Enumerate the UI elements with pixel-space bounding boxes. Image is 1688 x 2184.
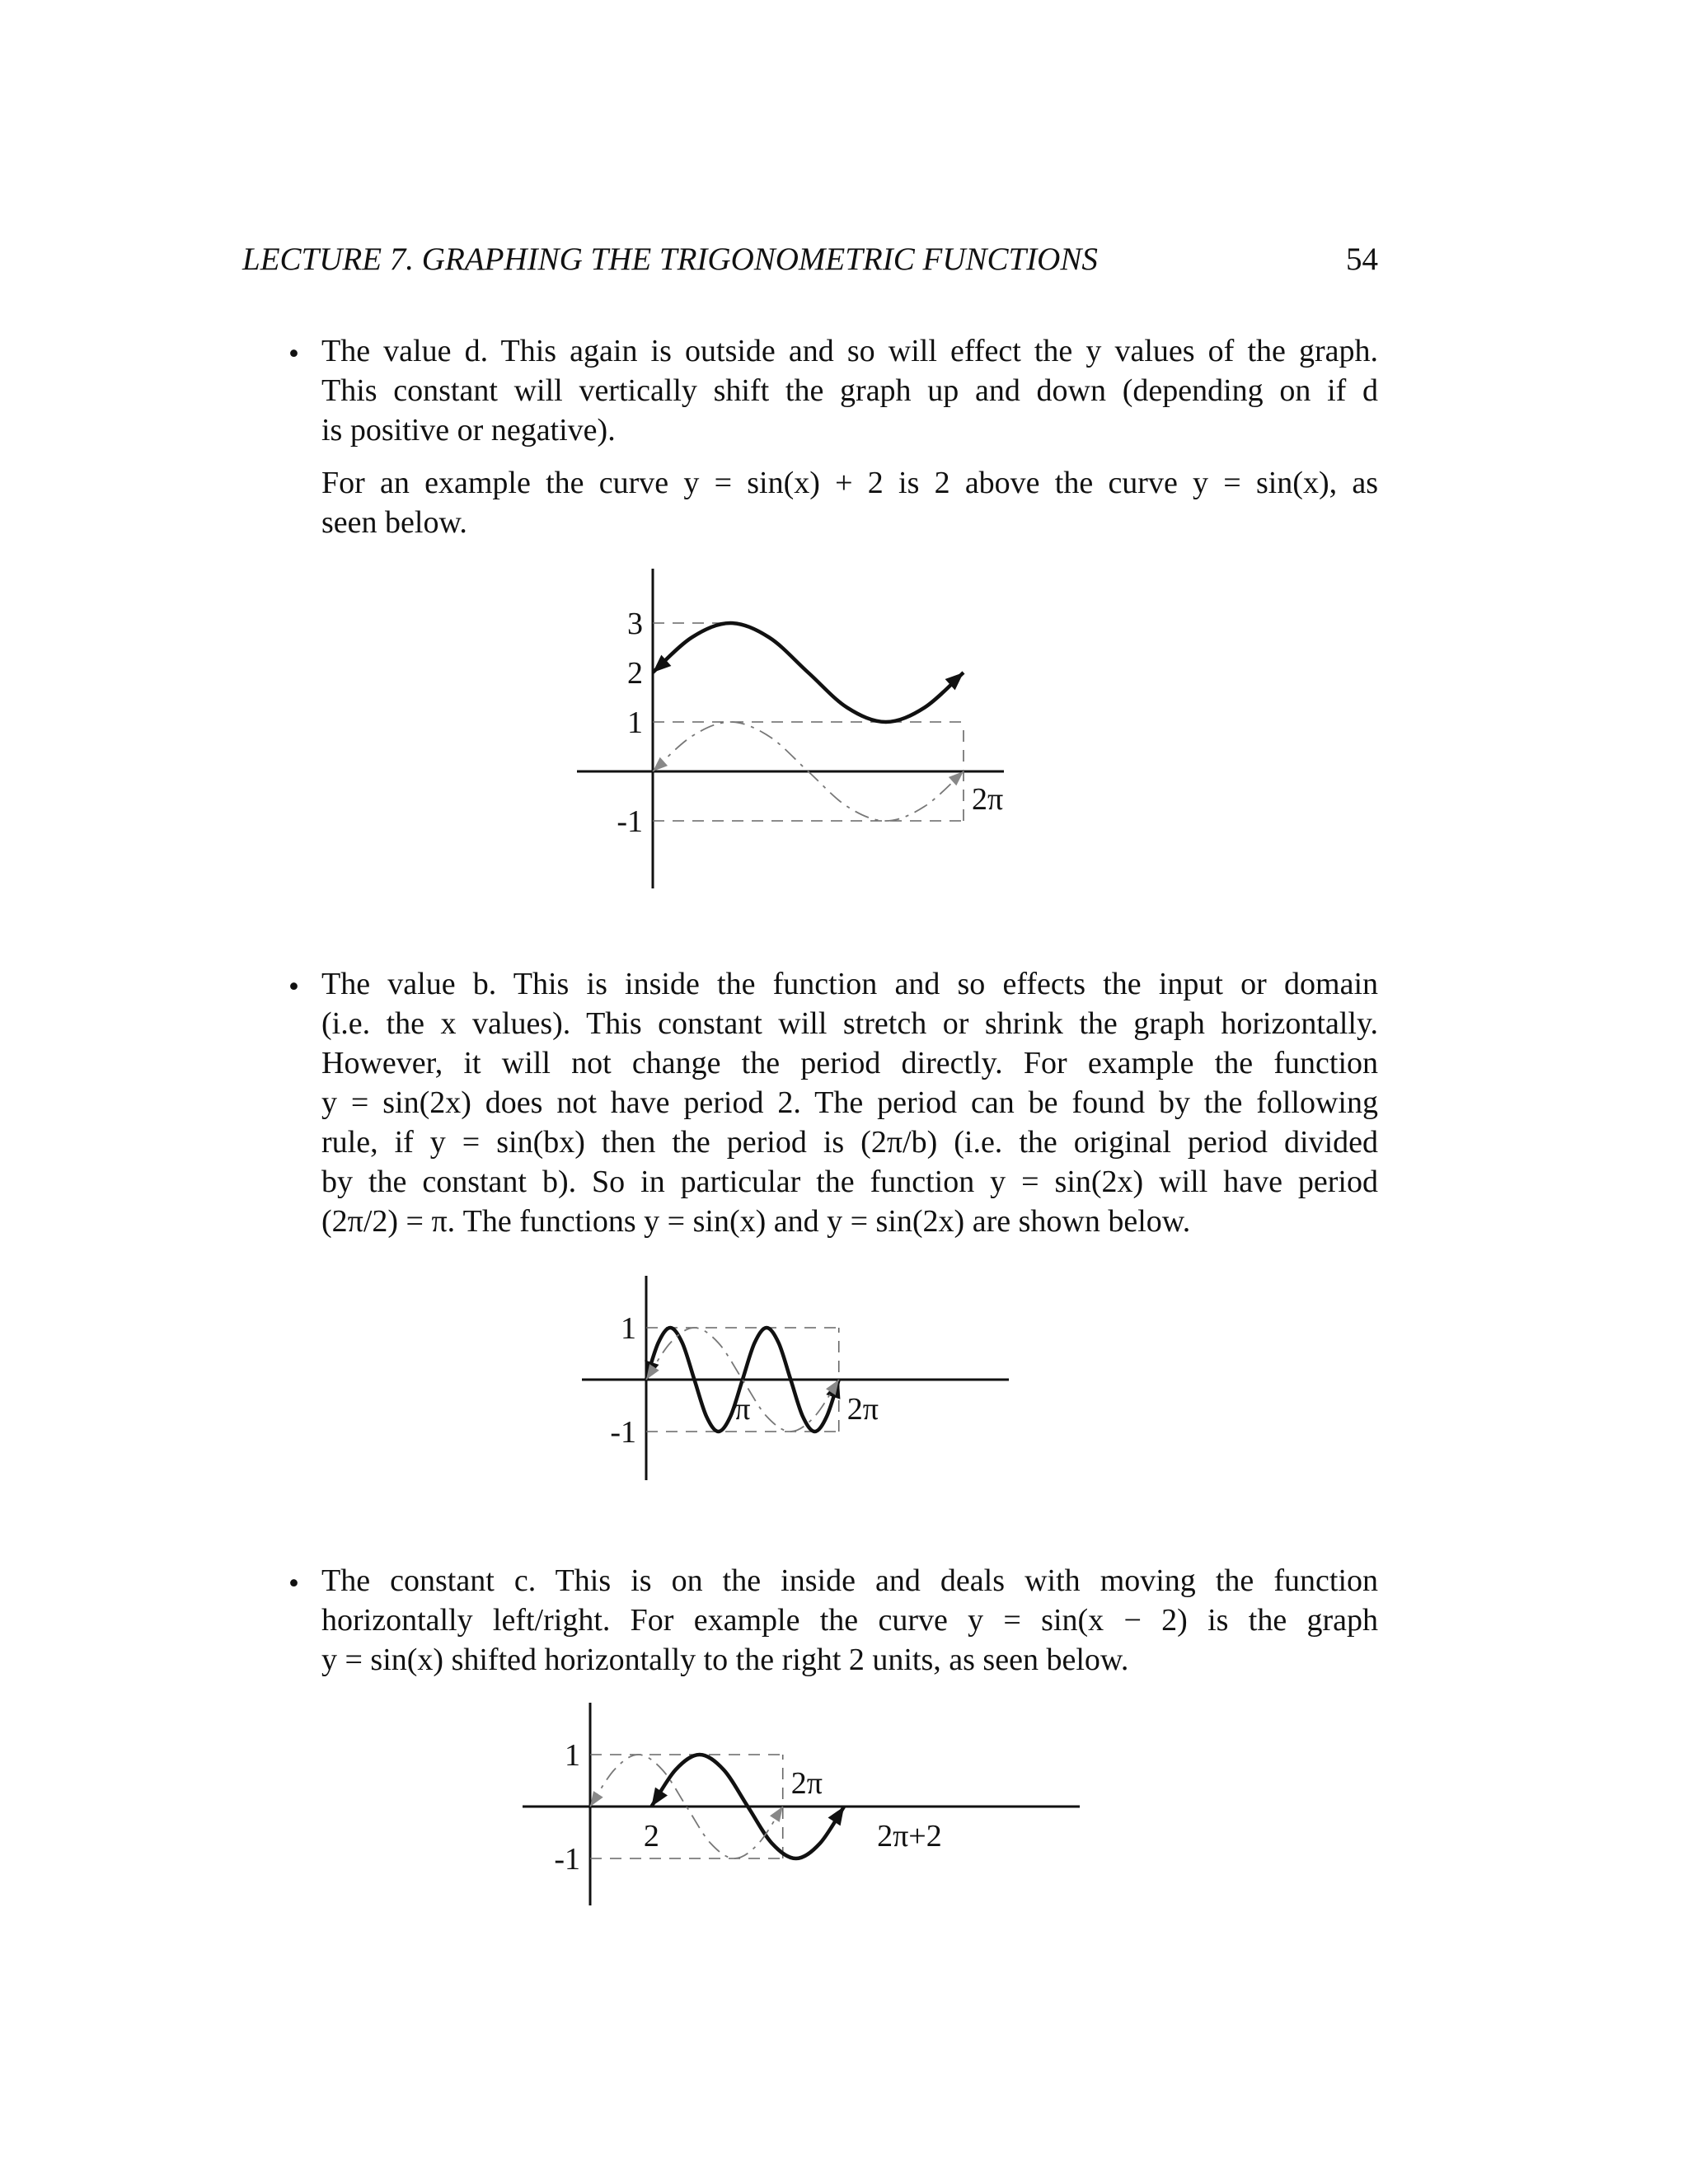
text-line: The constant c. This is on the inside and deals with moving the function [321, 1563, 1378, 1598]
series-line-bold [651, 1755, 844, 1858]
y-tick-label: 3 [627, 607, 643, 641]
y-tick-label: 1 [627, 705, 643, 740]
series-line-bold [646, 1328, 839, 1432]
series-line-reference [653, 722, 964, 821]
series-arrowhead [826, 1380, 839, 1395]
text-line: The value d. This again is outside and so will effect the y values of the graph. [321, 334, 1378, 368]
y-tick-label: -1 [617, 804, 643, 839]
series-arrowhead [653, 757, 668, 771]
bullet-marker: • [288, 970, 299, 1004]
section-d-paragraph [321, 331, 1378, 450]
running-header [242, 241, 1378, 287]
text-line: y = sin(2x) does not have period 2. The period can be found by the following [321, 1085, 1378, 1120]
y-tick-label: 1 [565, 1738, 580, 1773]
bullet-marker: • [288, 337, 299, 371]
text-line: (i.e. the x values). This constant will stretch or shrink the graph horizontally. [321, 1006, 1378, 1041]
series-arrowhead [651, 1788, 668, 1807]
text-line: is positive or negative). [321, 413, 616, 448]
running-title: LECTURE 7. GRAPHING THE TRIGONOMETRIC FUNCTIONS [242, 241, 1098, 277]
bullet-marker: • [288, 1567, 299, 1601]
series-line-reference [590, 1755, 783, 1858]
text-line: horizontally left/right. For example the curve y = sin(x − 2) is the graph [321, 1603, 1378, 1638]
series-line-reference [646, 1328, 839, 1432]
x-tick-label: 2π [790, 1766, 823, 1801]
x-tick-label: 2π [971, 782, 1004, 817]
y-tick-label: -1 [554, 1842, 580, 1877]
series-arrowhead [945, 673, 964, 690]
x-tick-label: 2π+2 [877, 1819, 942, 1854]
section-b-paragraph [321, 964, 1378, 1241]
section-d-example [321, 463, 1378, 542]
series-arrowhead [770, 1807, 783, 1822]
text-line: y = sin(x) shifted horizontally to the right 2 units, as seen below. [321, 1643, 1129, 1677]
text-line: by the constant b). So in particular the function y = sin(2x) will have period [321, 1165, 1378, 1199]
text-line: For an example the curve y = sin(x) + 2 is 2 above the curve y = sin(x), as [321, 466, 1378, 500]
x-tick-label: π [734, 1392, 751, 1427]
y-tick-label: -1 [610, 1415, 636, 1450]
series-arrowhead [653, 655, 671, 673]
text-line: (2π/2) = π. The functions y = sin(x) and y = sin(2x) are shown below. [321, 1204, 1191, 1239]
series-arrowhead [828, 1807, 845, 1825]
y-tick-label: 1 [621, 1311, 636, 1346]
text-line: This constant will vertically shift the graph up and down (depending on if d [321, 373, 1378, 408]
text-line: However, it will not change the period directly. For example the function [321, 1046, 1378, 1080]
section-c-paragraph [321, 1561, 1378, 1680]
x-tick-label: 2 [643, 1819, 659, 1854]
series-arrowhead [949, 771, 964, 785]
text-line: The value b. This is inside the function and so effects the input or domain [321, 967, 1378, 1001]
text-line: seen below. [321, 505, 467, 540]
text-line: rule, if y = sin(bx) then the period is (2π/b) (i.e. the original period divided [321, 1125, 1378, 1160]
series-arrowhead [590, 1791, 603, 1807]
series-arrowhead [646, 1364, 659, 1380]
series-line-bold [653, 623, 964, 722]
y-tick-label: 2 [627, 656, 643, 691]
x-tick-label: 2π [846, 1392, 879, 1427]
series-arrowhead [645, 1360, 659, 1380]
series-arrowhead [826, 1380, 840, 1399]
page-number: 54 [1346, 241, 1378, 277]
